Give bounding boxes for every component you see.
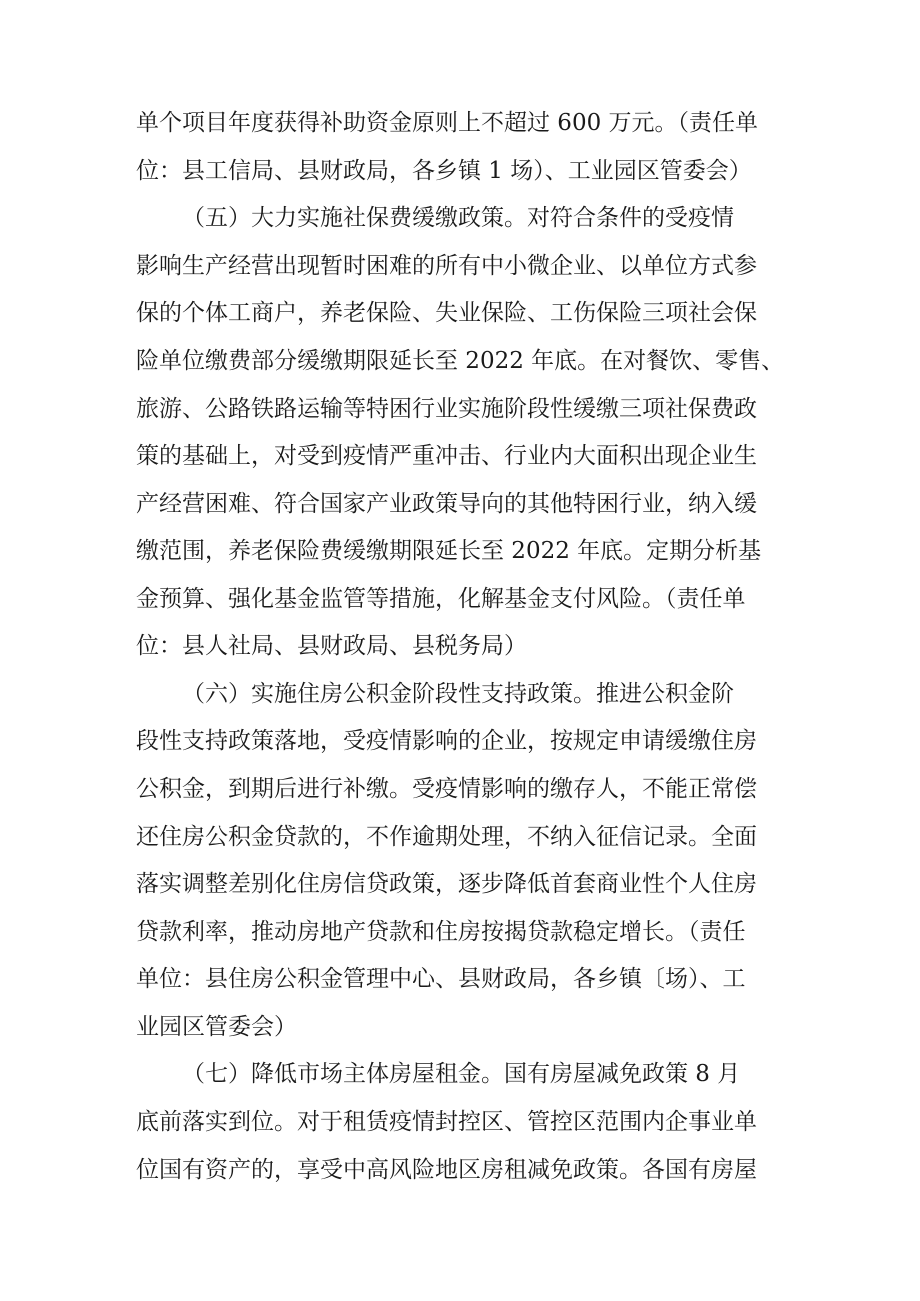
text-line: 保的个体工商户，养老保险、失业保险、工伤保险三项社会保 [136,300,757,326]
paragraph-heading-5: （五）大力实施社保费缓缴政策。对符合条件的受疫情 [182,205,734,231]
paragraph-heading-7: （七）降低市场主体房屋租金。国有房屋减免政策 8 月 [182,1061,741,1087]
text-line: 缴范围，养老保险费缓缴期限延长至 2022 年底。定期分析基 [136,538,762,564]
text-line: 底前落实到位。对于租赁疫情封控区、管控区范围内企事业单 [136,1109,757,1135]
text-line: 位：县工信局、县财政局，各乡镇 1 场）、工业园区管委会） [136,158,752,184]
text-line: 还住房公积金贷款的，不作逾期处理，不纳入征信记录。全面 [136,824,757,850]
text-line: 金预算、强化基金监管等措施，化解基金支付风险。（责任单 [136,586,746,612]
paragraph-heading-6: （六）实施住房公积金阶段性支持政策。推进公积金阶 [182,681,734,707]
text-line: 贷款利率，推动房地产贷款和住房按揭贷款稳定增长。（责任 [136,919,746,945]
text-line: 落实调整差别化住房信贷政策，逐步降低首套商业性个人住房 [136,871,757,897]
text-line: 段性支持政策落地，受疫情影响的企业，按规定申请缓缴住房 [136,728,757,754]
text-line: 旅游、公路铁路运输等特困行业实施阶段性缓缴三项社保费政 [136,396,757,422]
text-line: 险单位缴费部分缓缴期限延长至 2022 年底。在对餐饮、零售、 [136,348,785,374]
text-line: 公积金，到期后进行补缴。受疫情影响的缴存人，不能正常偿 [136,776,757,802]
text-line: 位国有资产的，享受中高风险地区房租减免政策。各国有房屋 [136,1157,757,1183]
text-line: 影响生产经营出现暂时困难的所有中小微企业、以单位方式参 [136,253,757,279]
text-line: 单位：县住房公积金管理中心、县财政局，各乡镇〔场）、工 [136,966,746,992]
text-line: 产经营困难、符合国家产业政策导向的其他特困行业，纳入缓 [136,491,757,517]
text-line: 位：县人社局、县财政局、县税务局） [136,633,527,659]
text-line: 单个项目年度获得补助资金原则上不超过 600 万元。（责任单 [136,110,759,136]
text-line: 策的基础上，对受到疫情严重冲击、行业内大面积出现企业生 [136,443,757,469]
text-line: 业园区管委会） [136,1014,297,1040]
